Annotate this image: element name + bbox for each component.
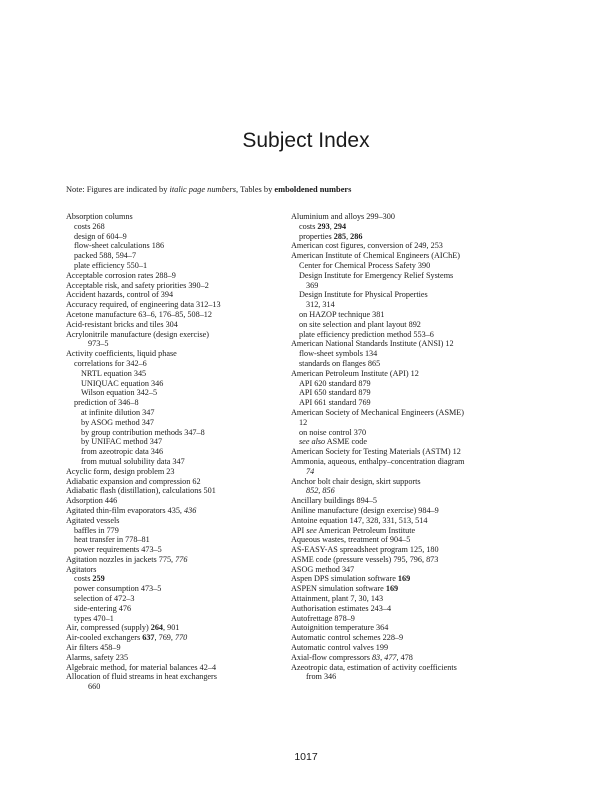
index-entry-text: Azeotropic data, estimation of activity coefficients xyxy=(291,662,457,672)
index-entry xyxy=(291,467,541,477)
index-entry-text: American Society of Mechanical Engineers (ASME) xyxy=(291,407,465,417)
index-entry xyxy=(66,594,284,604)
index-entry-text: see also xyxy=(299,437,326,447)
index-entry xyxy=(66,320,284,330)
index-entry xyxy=(66,672,284,682)
index-entry xyxy=(291,222,541,232)
index-entry-text: American Petroleum Institute xyxy=(316,525,416,535)
index-entry-text: Anchor bolt chair design, skirt supports xyxy=(291,476,421,486)
index-entry xyxy=(66,633,284,643)
index-entry-text: Accident hazards, control of 394 xyxy=(66,290,174,300)
index-entry-text: 660 xyxy=(88,682,101,692)
index-entry-text: Antoine equation 147, 328, 331, 513, 514 xyxy=(291,515,428,525)
index-entry-text: costs xyxy=(299,221,318,231)
index-entry xyxy=(291,379,541,389)
index-entry xyxy=(291,574,541,584)
index-entry-text: Agitation nozzles in jackets 775, xyxy=(66,554,176,564)
index-entry-text: 369 xyxy=(306,280,319,290)
index-entry xyxy=(66,477,284,487)
index-entry-text: Authorisation estimates 243–4 xyxy=(291,603,392,613)
index-entry xyxy=(291,594,541,604)
index-entry xyxy=(66,330,284,340)
index-entry xyxy=(291,408,541,418)
index-entry xyxy=(66,359,284,369)
index-entry xyxy=(291,359,541,369)
index-entry xyxy=(291,398,541,408)
index-entry-text: from 346 xyxy=(306,672,337,682)
index-entry-text: 293 xyxy=(317,221,330,231)
index-entry xyxy=(66,565,284,575)
index-entry xyxy=(66,212,284,222)
index-entry-text: Design Institute for Emergency Relief Systems xyxy=(299,270,454,280)
index-entry xyxy=(291,232,541,242)
index-entry-text: at infinite dilution 347 xyxy=(81,407,155,417)
index-entry-text: American cost figures, conversion of 249, 253 xyxy=(291,241,443,251)
index-entry xyxy=(291,330,541,340)
index-entry-text: side-entering 476 xyxy=(74,603,132,613)
index-entry xyxy=(291,565,541,575)
index-entry xyxy=(66,437,284,447)
index-entry-text: Acyclic form, design problem 23 xyxy=(66,466,175,476)
index-entry xyxy=(291,388,541,398)
index-entry-text: on HAZOP technique 381 xyxy=(299,309,385,319)
index-entry-text: 637 xyxy=(142,633,155,643)
index-entry xyxy=(291,212,541,222)
index-entry-text: API 650 standard 879 xyxy=(299,388,371,398)
index-entry-text: 169 xyxy=(397,574,411,584)
index-entry-text: Design Institute for Physical Properties xyxy=(299,290,428,300)
index-entry-text: API xyxy=(291,525,307,535)
index-entry xyxy=(66,496,284,506)
index-entry xyxy=(66,300,284,310)
index-entry xyxy=(291,526,541,536)
index-entry-text: , xyxy=(329,221,334,231)
index-entry-text: Allocation of fluid streams in heat exchangers xyxy=(66,672,217,682)
index-entry xyxy=(291,437,541,447)
index-entry xyxy=(66,339,284,349)
index-entry-text: ASPEN simulation software xyxy=(291,584,386,594)
index-entry xyxy=(291,320,541,330)
index-entry-text: Center for Chemical Process Safety 390 xyxy=(299,260,431,270)
index-entry xyxy=(66,408,284,418)
index-entry-text: Acceptable risk, and safety priorities 390–2 xyxy=(66,280,209,290)
index-entry-text: Algebraic method, for material balances 42–4 xyxy=(66,662,217,672)
index-entry xyxy=(291,290,541,300)
index-entry xyxy=(291,584,541,594)
index-entry-text: Attainment, plant 7, 30, 143 xyxy=(291,594,384,604)
index-entry-text: American Petroleum Institute (API) 12 xyxy=(291,368,419,378)
index-entry-text: Aspen DPS simulation software xyxy=(291,574,398,584)
index-entry-text: API 620 standard 879 xyxy=(299,378,371,388)
index-entry xyxy=(66,682,284,692)
index-entry-text: ASOG method 347 xyxy=(291,564,355,574)
index-entry xyxy=(66,604,284,614)
index-entry-text: types 470–1 xyxy=(74,613,114,623)
index-entry xyxy=(291,349,541,359)
index-entry xyxy=(291,633,541,643)
index-entry xyxy=(66,506,284,516)
index-column-right xyxy=(291,212,541,682)
index-entry-text: ASME code (pressure vessels) 795, 796, 873 xyxy=(291,554,439,564)
index-entry-text: Adiabatic flash (distillation), calculations 501 xyxy=(66,486,216,496)
index-entry xyxy=(66,663,284,673)
index-entry-text: plate efficiency prediction method 553–6 xyxy=(299,329,434,339)
index-entry-text: costs xyxy=(74,574,93,584)
index-entry-text: , 769, xyxy=(154,633,175,643)
index-entry xyxy=(66,251,284,261)
index-entry-text: standards on flanges 865 xyxy=(299,358,381,368)
index-entry-text: Accuracy required, of engineering data 312–13 xyxy=(66,300,221,310)
index-entry-text: Adiabatic expansion and compression 62 xyxy=(66,476,201,486)
index-entry xyxy=(291,486,541,496)
index-entry xyxy=(291,516,541,526)
index-entry xyxy=(66,418,284,428)
index-entry-text: 169 xyxy=(385,584,399,594)
note-middle: , Tables by xyxy=(236,185,275,194)
index-entry xyxy=(66,516,284,526)
index-entry xyxy=(66,281,284,291)
index-entry-text: packed 588, 594–7 xyxy=(74,251,137,261)
index-entry-text: Air, compressed (supply) xyxy=(66,623,151,633)
index-entry xyxy=(66,467,284,477)
index-entry-text: flow-sheet calculations 186 xyxy=(74,241,165,251)
index-entry-text: Agitated thin-film evaporators 435, xyxy=(66,505,185,515)
index-entry-text: plate efficiency 550–1 xyxy=(74,260,148,270)
page-title: Subject Index xyxy=(242,129,370,152)
index-entry-text: baffles in 779 xyxy=(74,525,119,535)
index-entry-text: 83 xyxy=(371,652,381,662)
index-entry xyxy=(66,614,284,624)
index-entry-text: Adsorption 446 xyxy=(66,496,118,506)
index-column-left xyxy=(66,212,284,692)
page-number: 1017 xyxy=(294,751,318,763)
index-entry-text: 776 xyxy=(175,554,188,564)
index-entry xyxy=(291,506,541,516)
index-entry xyxy=(291,604,541,614)
index-entry-text: design of 604–9 xyxy=(74,231,127,241)
index-entry xyxy=(291,663,541,673)
index-entry xyxy=(66,653,284,663)
index-entry-text: on noise control 370 xyxy=(299,427,367,437)
index-entry-text: Automatic control valves 199 xyxy=(291,643,389,653)
note-prefix: Note: Figures are indicated by xyxy=(66,185,170,194)
index-entry-text: Aqueous wastes, treatment of 904–5 xyxy=(291,535,411,545)
index-entry xyxy=(291,653,541,663)
index-entry-text: Automatic control schemes 228–9 xyxy=(291,633,404,643)
index-entry-text: , 478 xyxy=(396,652,413,662)
index-entry-text: American Institute of Chemical Engineers (AIChE) xyxy=(291,251,460,261)
index-entry-text: Ancillary buildings 894–5 xyxy=(291,496,377,506)
index-entry xyxy=(66,241,284,251)
index-entry-text: UNIQUAC equation 346 xyxy=(81,378,164,388)
index-entry-text: AS-EASY-AS spreadsheet program 125, 180 xyxy=(291,545,439,555)
index-entry-text: Axial-flow compressors xyxy=(291,652,372,662)
index-entry-text: Acetone manufacture 63–6, 176–85, 508–12 xyxy=(66,309,212,319)
index-entry-text: correlations for 342–6 xyxy=(74,358,147,368)
index-entry-text: 852, 856 xyxy=(306,486,335,496)
index-entry xyxy=(291,310,541,320)
index-entry xyxy=(291,555,541,565)
index-entry-text: Autofrettage 878–9 xyxy=(291,613,355,623)
index-entry-text: 12 xyxy=(299,417,308,427)
index-entry-text: 436 xyxy=(184,505,197,515)
index-entry xyxy=(291,477,541,487)
index-entry xyxy=(66,623,284,633)
index-entry-text: by UNIFAC method 347 xyxy=(81,437,163,447)
index-entry-text: , 901 xyxy=(163,623,180,633)
index-entry-text: Wilson equation 342–5 xyxy=(81,388,158,398)
index-entry xyxy=(66,271,284,281)
index-entry xyxy=(291,428,541,438)
index-entry-text: 770 xyxy=(174,633,188,643)
index-entry-text: from mutual solubility data 347 xyxy=(81,456,185,466)
index-entry-text: Agitated vessels xyxy=(66,515,120,525)
index-entry-text: American Society for Testing Materials (ASTM) 12 xyxy=(291,447,461,457)
index-entry xyxy=(66,643,284,653)
index-entry-text: Absorption columns xyxy=(66,212,133,221)
index-entry xyxy=(291,300,541,310)
index-entry-text: power requirements 473–5 xyxy=(74,545,162,555)
index-entry-text: Air filters 458–9 xyxy=(66,643,121,653)
index-entry-text: 285 xyxy=(333,231,347,241)
index-entry-text: 312, 314 xyxy=(306,300,335,310)
index-entry xyxy=(66,584,284,594)
index-entry xyxy=(291,251,541,261)
index-entry xyxy=(291,271,541,281)
index-entry xyxy=(66,349,284,359)
index-entry xyxy=(66,369,284,379)
index-entry xyxy=(66,222,284,232)
index-entry xyxy=(66,388,284,398)
index-entry xyxy=(291,545,541,555)
note-bold: emboldened numbers xyxy=(274,185,352,194)
index-entry-text: Aniline manufacture (design exercise) 984–9 xyxy=(291,505,439,515)
index-entry-text: ASME code xyxy=(325,437,368,447)
index-entry xyxy=(291,241,541,251)
index-entry-text: Acid-resistant bricks and tiles 304 xyxy=(66,319,178,329)
index-entry xyxy=(291,281,541,291)
index-entry-text: properties xyxy=(299,231,334,241)
index-entry-text: NRTL equation 345 xyxy=(81,368,147,378)
index-entry xyxy=(66,526,284,536)
index-entry-text: Alarms, safety 235 xyxy=(66,652,129,662)
index-entry-text: Acceptable corrosion rates 288–9 xyxy=(66,270,176,280)
index-entry-text: Air-cooled exchangers xyxy=(66,633,143,643)
index-entry xyxy=(291,261,541,271)
index-entry xyxy=(66,290,284,300)
index-entry-text: by group contribution methods 347–8 xyxy=(81,427,205,437)
index-entry-text: on site selection and plant layout 892 xyxy=(299,319,421,329)
index-entry xyxy=(291,369,541,379)
index-entry-text: prediction of 346–8 xyxy=(74,398,139,408)
index-entry xyxy=(291,418,541,428)
index-entry-text: flow-sheet symbols 134 xyxy=(299,349,378,359)
index-entry xyxy=(66,574,284,584)
index-entry xyxy=(291,623,541,633)
index-entry xyxy=(66,535,284,545)
index-entry xyxy=(66,261,284,271)
index-entry xyxy=(291,672,541,682)
index-entry-text: 74 xyxy=(306,466,315,476)
index-entry xyxy=(291,457,541,467)
index-entry-text: Aluminium and alloys 299–300 xyxy=(291,212,395,221)
index-entry xyxy=(66,555,284,565)
index-entry-text: Acrylonitrile manufacture (design exercise) xyxy=(66,329,209,339)
index-entry-text: 286 xyxy=(350,231,363,241)
index-entry xyxy=(66,310,284,320)
index-entry-text: 264 xyxy=(150,623,163,633)
index-entry xyxy=(66,232,284,242)
index-entry xyxy=(291,339,541,349)
index-entry-text: 294 xyxy=(333,221,347,231)
index-entry-text: power consumption 473–5 xyxy=(74,584,162,594)
index-entry-text: 477 xyxy=(384,652,397,662)
index-entry-text: , xyxy=(346,231,351,241)
index-entry-text: API 661 standard 769 xyxy=(299,398,371,408)
index-entry-text: Autoignition temperature 364 xyxy=(291,623,389,633)
index-entry-text: from azeotropic data 346 xyxy=(81,447,164,457)
index-entry-text: 973–5 xyxy=(88,339,109,349)
index-entry-text: selection of 472–3 xyxy=(74,594,135,604)
index-entry-text: heat transfer in 778–81 xyxy=(74,535,150,545)
index-entry xyxy=(66,457,284,467)
index-entry xyxy=(291,614,541,624)
index-entry xyxy=(291,447,541,457)
index-entry xyxy=(66,486,284,496)
index-entry xyxy=(66,379,284,389)
index-entry xyxy=(66,545,284,555)
index-entry xyxy=(66,447,284,457)
index-entry xyxy=(291,496,541,506)
index-entry-text: Agitators xyxy=(66,564,97,574)
index-entry-text: see xyxy=(306,525,317,535)
index-note xyxy=(66,184,351,195)
index-entry-text: by ASOG method 347 xyxy=(81,417,155,427)
index-entry-text: , xyxy=(380,652,385,662)
index-entry-text: Ammonia, aqueous, enthalpy–concentration diagram xyxy=(291,456,465,466)
index-entry xyxy=(291,643,541,653)
index-entry xyxy=(291,535,541,545)
index-entry xyxy=(66,398,284,408)
index-entry xyxy=(66,428,284,438)
index-entry-text: Activity coefficients, liquid phase xyxy=(66,349,177,359)
note-italic: italic page numbers xyxy=(169,185,237,194)
index-entry-text: American National Standards Institute (ANSI) 12 xyxy=(291,339,454,349)
index-entry-text: costs 268 xyxy=(74,221,105,231)
index-entry-text: 259 xyxy=(92,574,105,584)
